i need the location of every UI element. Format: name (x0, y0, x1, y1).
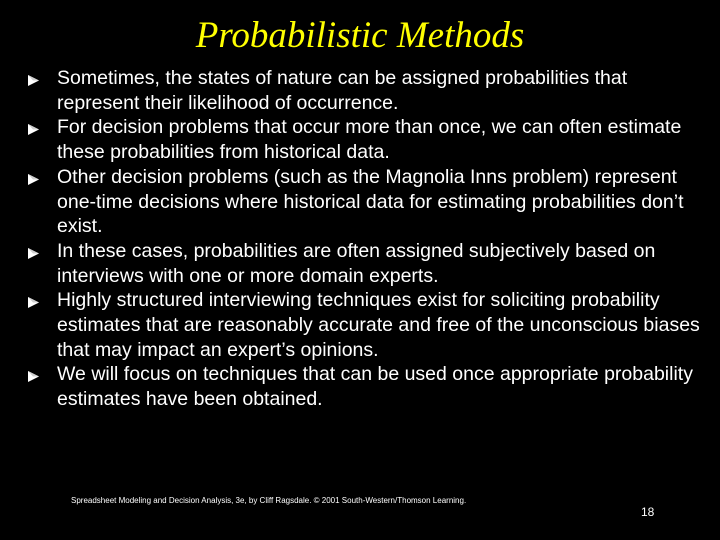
slide-title: Probabilistic Methods (195, 15, 525, 56)
diamond-bullet-icon (27, 370, 40, 383)
bullet-text: We will focus on techniques that can be used once appropriate probability estimates have been obtained. (57, 363, 693, 411)
diamond-bullet-icon (27, 173, 40, 186)
bullet-item (26, 239, 706, 288)
bullet-item (26, 66, 706, 115)
diamond-bullet-icon (27, 247, 40, 260)
bullet-text: Sometimes, the states of nature can be assigned probabilities that represent their likelihood of occurrence. (57, 67, 628, 114)
bullet-item (26, 165, 706, 239)
bullet-text: Other decision problems (such as the Magnolia Inns problem) represent one-time decisions where historical data for estimating probabilities don’t exist. (57, 165, 684, 238)
bullet-item (26, 115, 706, 164)
bullet-text: Highly structured interviewing techniques exist for soliciting probability estimates that are reasonably accurate and free of the unconscious biases that may impact an expert’s opinions. (57, 289, 700, 361)
bullet-text: For decision problems that occur more than once, we can often estimate these probabilities from historical data. (57, 116, 682, 164)
bullet-text: In these cases, probabilities are often assigned subjectively based on interviews with one or more domain experts. (57, 239, 656, 287)
slide-footer: Spreadsheet Modeling and Decision Analysis, 3e, by Cliff Ragsdale. © 2001 South-Western/Thomson Learning. (71, 496, 467, 505)
bullet-item (26, 288, 706, 362)
bullet-item (26, 362, 706, 411)
diamond-bullet-icon (27, 123, 40, 136)
diamond-bullet-icon (27, 74, 40, 87)
diamond-bullet-icon (27, 296, 40, 309)
page-number: 18 (641, 505, 655, 519)
bullet-list (26, 66, 706, 412)
